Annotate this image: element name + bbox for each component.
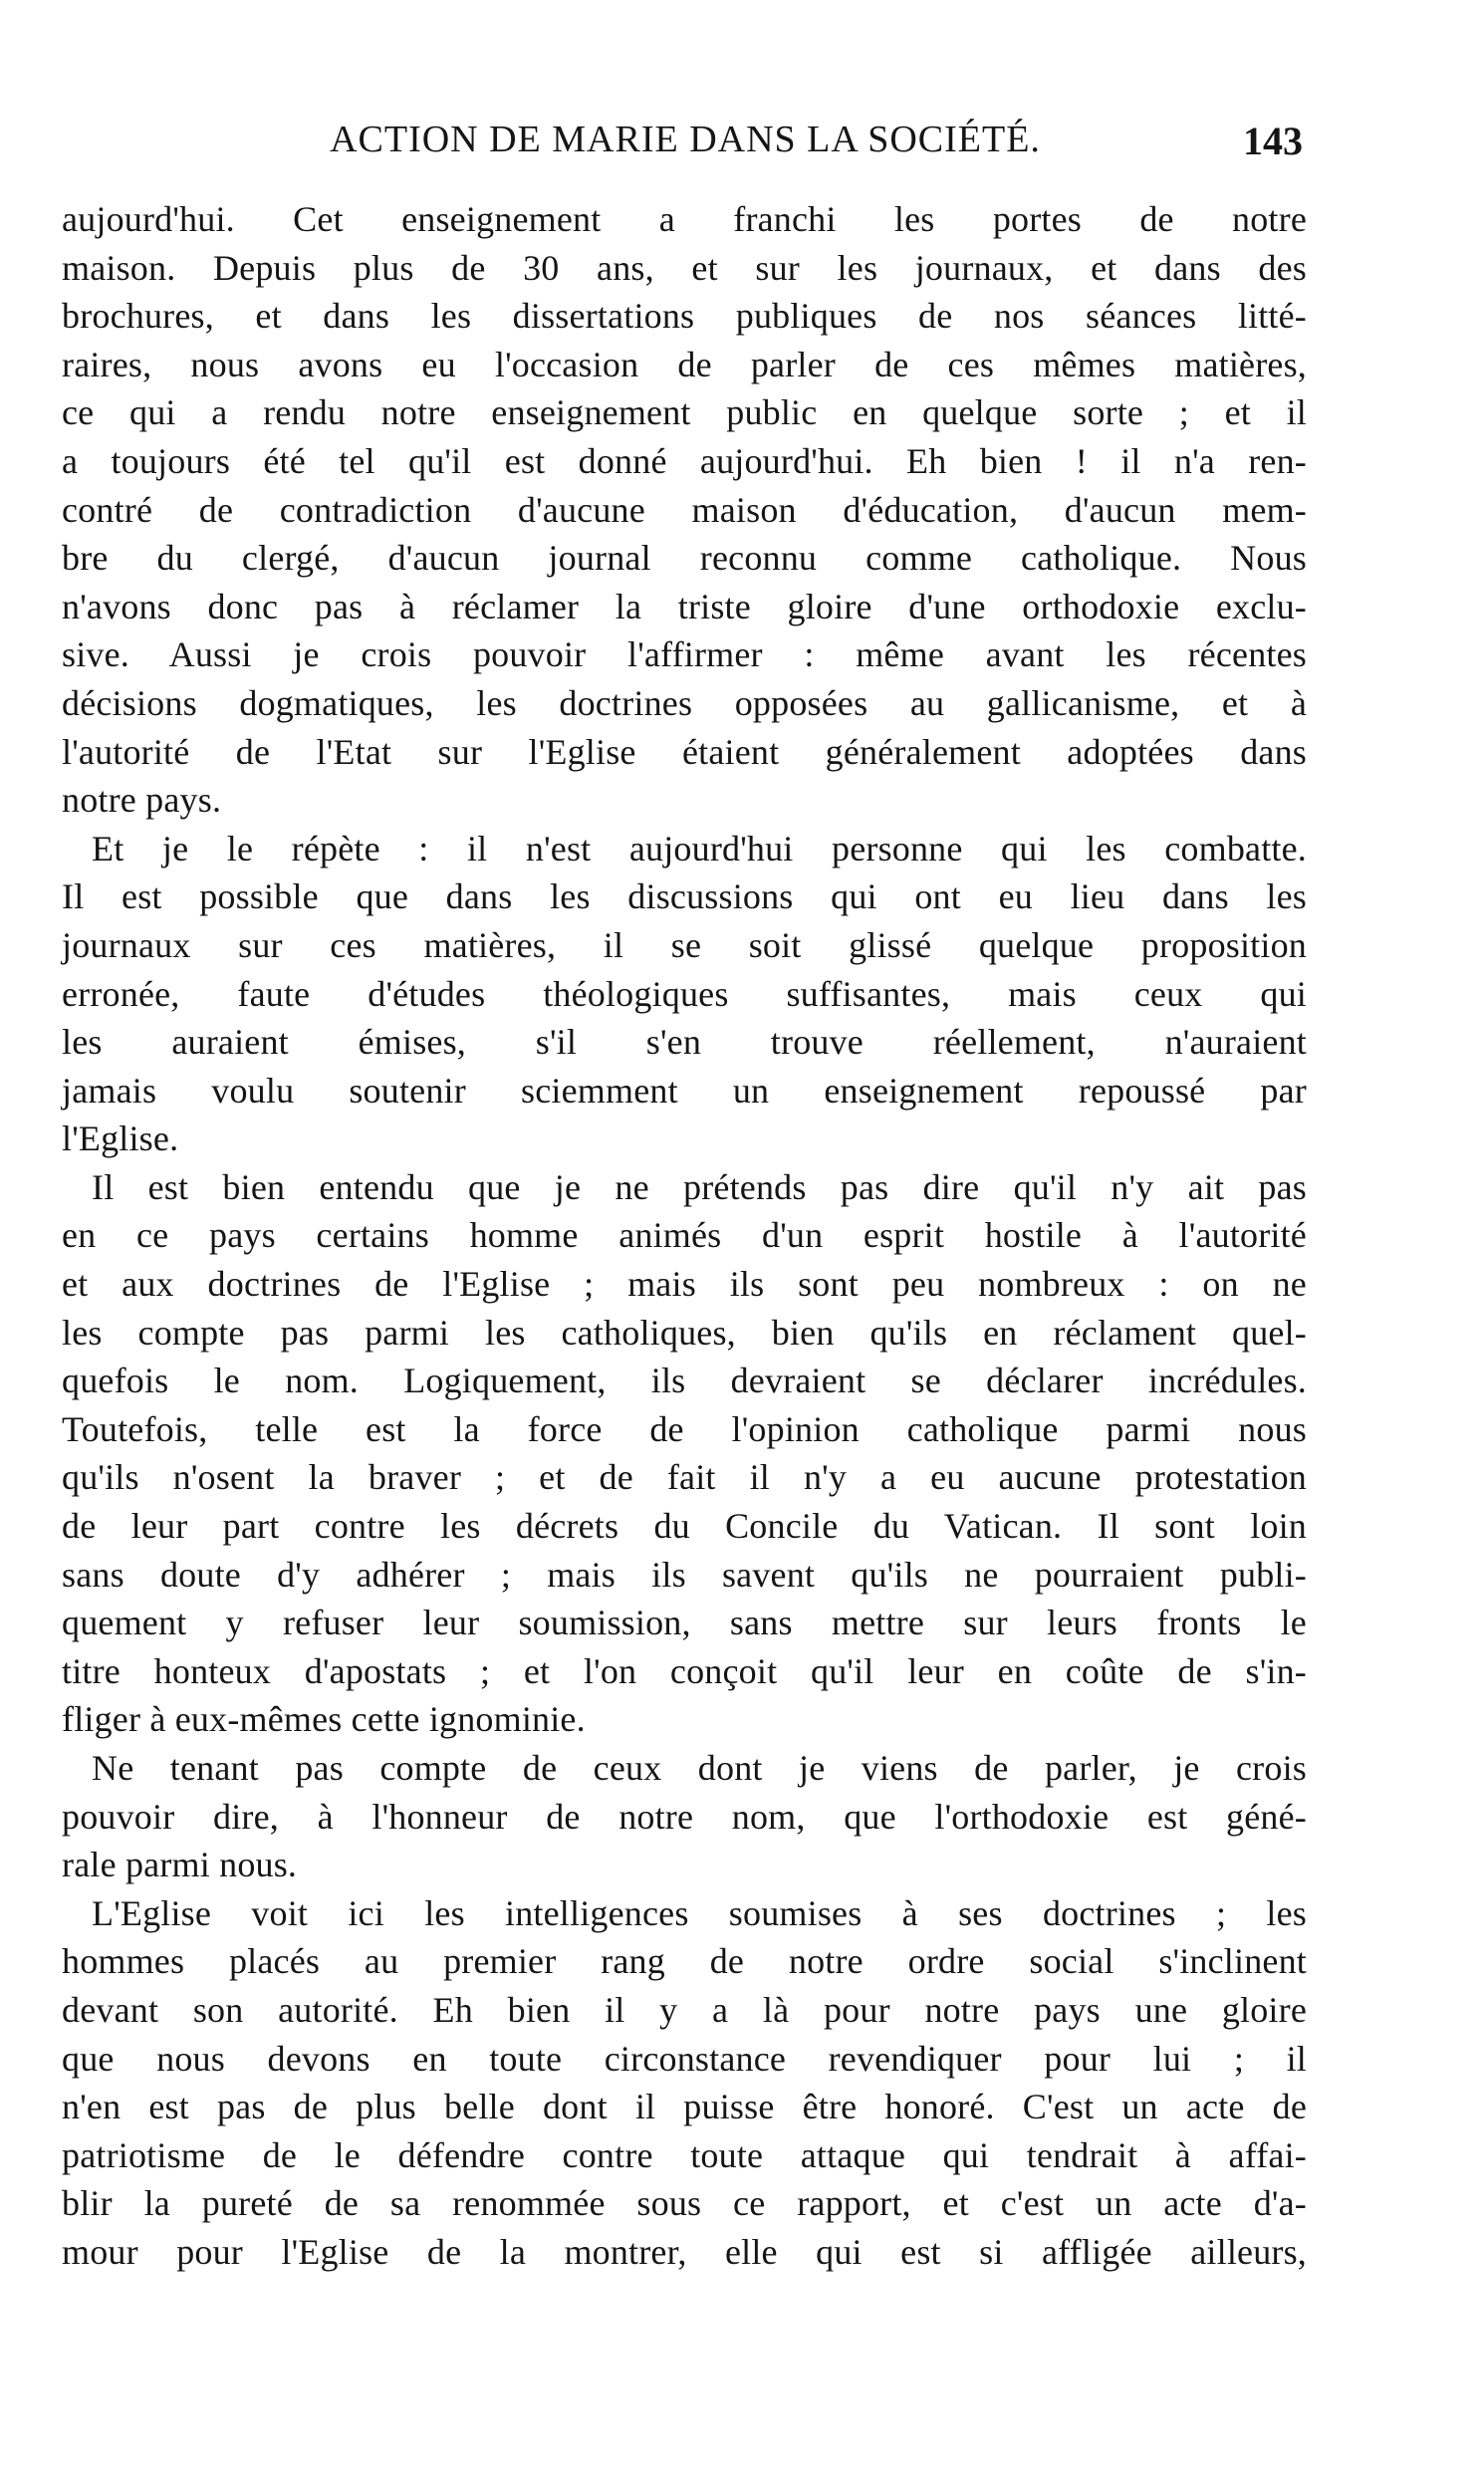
text-line: raires, nous avons eu l'occasion de parler de ces mêmes matières, <box>62 344 1307 384</box>
text-line: que nous devons en toute circonstance revendiquer pour lui ; il <box>62 2038 1307 2079</box>
text-line: contré de contradiction d'aucune maison d'éducation, d'aucun mem- <box>62 489 1307 530</box>
text-line: a toujours été tel qu'il est donné aujourd'hui. Eh bien ! il n'a ren- <box>62 440 1307 481</box>
text-line: n'en est pas de plus belle dont il puisse être honoré. C'est un acte de <box>62 2087 1307 2127</box>
text-line: Toutefois, telle est la force de l'opinion catholique parmi nous <box>62 1408 1307 1449</box>
body-text <box>62 195 1307 2277</box>
page-number: 143 <box>1243 119 1303 163</box>
text-line: hommes placés au premier rang de notre ordre social s'inclinent <box>62 1941 1307 1982</box>
text-line: l'autorité de l'Etat sur l'Eglise étaient généralement adoptées dans <box>62 731 1307 772</box>
text-line: Ne tenant pas compte de ceux dont je viens de parler, je crois <box>92 1748 1307 1788</box>
text-line: fliger à eux-mêmes cette ignominie. <box>62 1699 586 1740</box>
text-line: mour pour l'Eglise de la montrer, elle qui est si affligée ailleurs, <box>62 2231 1307 2272</box>
text-line: brochures, et dans les dissertations publiques de nos séances litté- <box>62 296 1307 337</box>
text-line: ce qui a rendu notre enseignement public en quelque sorte ; et il <box>62 392 1307 433</box>
text-line: quement y refuser leur soumission, sans mettre sur leurs fronts le <box>62 1603 1307 1643</box>
text-line: décisions dogmatiques, les doctrines opposées au gallicanisme, et à <box>62 682 1307 723</box>
text-line: blir la pureté de sa renommée sous ce rapport, et c'est un acte d'a- <box>62 2183 1307 2224</box>
text-line: et aux doctrines de l'Eglise ; mais ils sont peu nombreux : on ne <box>62 1264 1307 1305</box>
text-line: les compte pas parmi les catholiques, bien qu'ils en réclament quel- <box>62 1312 1307 1353</box>
text-line: quefois le nom. Logiquement, ils devraient se déclarer incrédules. <box>62 1361 1307 1401</box>
text-line: sans doute d'y adhérer ; mais ils savent qu'ils ne pourraient publi- <box>62 1554 1307 1595</box>
text-line: les auraient émises, s'il s'en trouve réellement, n'auraient <box>62 1022 1307 1063</box>
text-line: de leur part contre les décrets du Concile du Vatican. Il sont loin <box>62 1506 1307 1547</box>
text-line: rale parmi nous. <box>62 1845 298 1885</box>
text-line: qu'ils n'osent la braver ; et de fait il n'y a eu aucune protestation <box>62 1457 1307 1498</box>
text-line: titre honteux d'apostats ; et l'on conçoit qu'il leur en coûte de s'in- <box>62 1650 1307 1691</box>
text-line: notre pays. <box>62 780 222 821</box>
running-header <box>68 118 1303 177</box>
text-line: bre du clergé, d'aucun journal reconnu comme catholique. Nous <box>62 538 1307 579</box>
text-line: Il est possible que dans les discussions qui ont eu lieu dans les <box>62 876 1307 917</box>
text-line: n'avons donc pas à réclamer la triste gloire d'une orthodoxie exclu- <box>62 586 1307 626</box>
running-title: ACTION DE MARIE DANS LA SOCIÉTÉ. <box>330 119 1041 160</box>
text-line: Il est bien entendu que je ne prétends pas dire qu'il n'y ait pas <box>92 1166 1307 1207</box>
text-line: journaux sur ces matières, il se soit glissé quelque proposition <box>62 924 1307 965</box>
text-line: patriotisme de le défendre contre toute attaque qui tendrait à affai- <box>62 2134 1307 2175</box>
text-line: en ce pays certains homme animés d'un esprit hostile à l'autorité <box>62 1215 1307 1256</box>
text-line: L'Eglise voit ici les intelligences soumises à ses doctrines ; les <box>92 1892 1307 1933</box>
text-line: maison. Depuis plus de 30 ans, et sur les journaux, et dans des <box>62 247 1307 288</box>
text-line: erronée, faute d'études théologiques suffisantes, mais ceux qui <box>62 973 1307 1014</box>
text-line: pouvoir dire, à l'honneur de notre nom, que l'orthodoxie est géné- <box>62 1796 1307 1837</box>
text-line: jamais voulu soutenir sciemment un enseignement repoussé par <box>62 1070 1307 1111</box>
text-line: Et je le répète : il n'est aujourd'hui personne qui les combatte. <box>92 828 1307 869</box>
text-line: devant son autorité. Eh bien il y a là pour notre pays une gloire <box>62 1989 1307 2030</box>
text-line: l'Eglise. <box>62 1118 179 1159</box>
text-line: aujourd'hui. Cet enseignement a franchi les portes de notre <box>62 199 1307 239</box>
text-line: sive. Aussi je crois pouvoir l'affirmer : même avant les récentes <box>62 634 1307 675</box>
